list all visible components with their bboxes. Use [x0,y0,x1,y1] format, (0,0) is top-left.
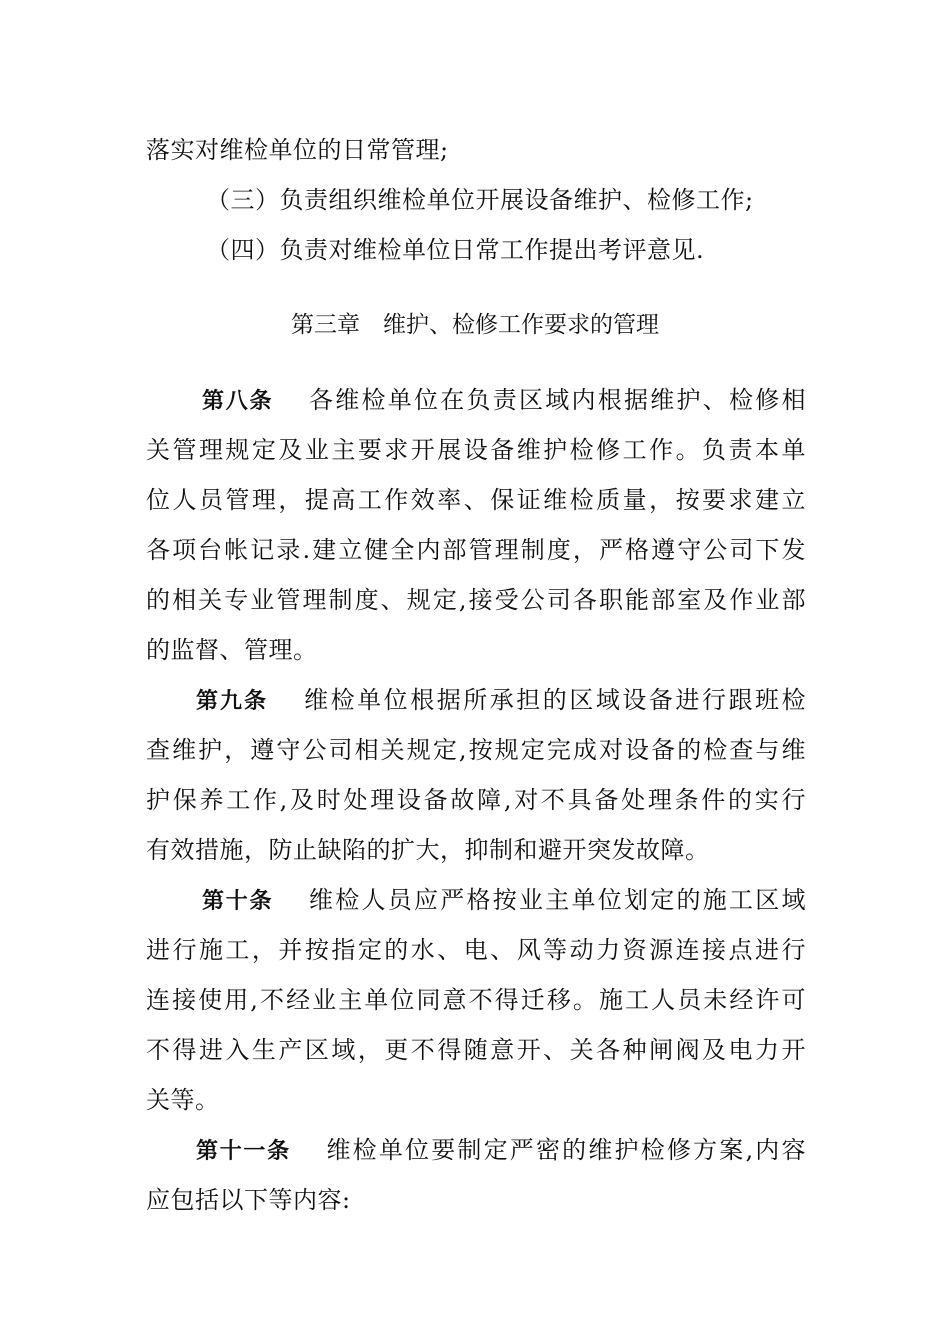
article-9-line-2: 查维护，遵守公司相关规定,按规定完成对设备的检查与维 [146,736,806,764]
article-9-first-line [196,684,806,718]
article-8-line-5: 的相关专业管理制度、规定,接受公司各职能部室及作业部 [146,586,806,614]
article-8-first-line [202,384,806,418]
article-8-line-4: 各项台帐记录.建立健全内部管理制度，严格遵守公司下发 [146,536,806,564]
article-10-first-line [202,884,806,918]
article-10-line-2: 进行施工，并按指定的水、电、风等动力资源连接点进行 [146,936,806,964]
article-9-line-1: 维检单位根据所承担的区域设备进行跟班检 [302,686,806,714]
paragraph-continuation: 落实对维检单位的日常管理; [146,136,449,164]
article-8-line-1: 各维检单位在负责区域内根据维护、检修相 [307,386,806,414]
article-8-line-3: 位人员管理，提高工作效率、保证维检质量，按要求建立 [146,486,806,514]
article-10-label: 第十条 [202,889,274,914]
article-11-line-1: 维检单位要制定严密的维护检修方案,内容 [324,1136,806,1164]
article-9-line-3: 护保养工作,及时处理设备故障,对不具备处理条件的实行 [146,786,806,814]
article-10-line-5: 关等。 [146,1086,220,1114]
list-item-3: （三）负责组织维检单位开展设备维护、检修工作; [206,186,754,214]
article-8-line-2: 关管理规定及业主要求开展设备维护检修工作。负责本单 [146,436,806,464]
article-10-line-1: 维检人员应严格按业主单位划定的施工区域 [307,886,806,914]
list-item-4: （四）负责对维检单位日常工作提出考评意见. [206,236,705,264]
article-8-line-6: 的监督、管理。 [146,636,318,664]
article-9-label: 第九条 [196,689,269,714]
article-9-line-4: 有效措施，防止缺陷的扩大，抑制和避开突发故障。 [146,836,710,864]
article-8-label: 第八条 [202,389,274,414]
chapter-heading: 第三章 维护、检修工作要求的管理 [291,312,659,338]
article-10-line-3: 连接使用,不经业主单位同意不得迁移。施工人员未经许可 [146,986,806,1014]
article-11-first-line [196,1134,806,1168]
article-10-line-4: 不得进入生产区域，更不得随意开、关各种闸阀及电力开 [146,1036,806,1064]
article-11-line-2: 应包括以下等内容: [146,1186,351,1214]
article-11-label: 第十一条 [196,1139,291,1164]
